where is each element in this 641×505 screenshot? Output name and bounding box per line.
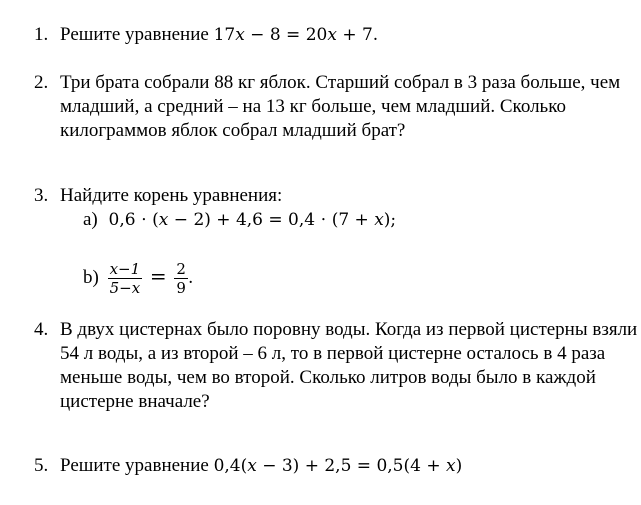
problem-text-line: меньше воды, чем во второй. Сколько литров воды было в каждой (60, 367, 596, 388)
subproblem-label: b) (83, 267, 99, 288)
problem-text-line: 54 л воды, а из второй – 6 л, то в первой цистерне осталось в 4 раза (60, 343, 606, 364)
equation: 0,6 ⋅ (𝑥 − 2) + 4,6 = 0,4 ⋅ (7 + 𝑥); (108, 210, 397, 230)
period: . (187, 268, 194, 288)
equation: 17𝑥 − 8 = 20𝑥 + 7. (213, 25, 379, 45)
numerator: 𝑥−1 (109, 260, 141, 279)
equals-sign: = (149, 264, 167, 288)
problem-text: Найдите корень уравнения: (60, 185, 283, 206)
problem-text-line: цистерне вначале? (60, 391, 210, 412)
numerator: 2 (176, 260, 186, 279)
denominator: 5−𝑥 (109, 279, 141, 298)
problem-number: 1. (34, 24, 49, 45)
problem-text-line: младший, а средний – на 13 кг больше, чем младший. Сколько (60, 96, 566, 117)
problem-number: 2. (34, 72, 49, 93)
denominator: 9 (176, 279, 186, 298)
problem-number: 3. (34, 185, 49, 206)
equation: 0,4(𝑥 − 3) + 2,5 = 0,5(4 + 𝑥) (213, 456, 463, 476)
problem-number: 5. (34, 455, 49, 476)
problem-text-line: килограммов яблок собрал младший брат? (60, 120, 406, 141)
problem-text-line: В двух цистернах было поровну воды. Когда из первой цистерны взяли (60, 319, 638, 340)
problem-text: Решите уравнение (60, 24, 209, 45)
problem-text: Решите уравнение (60, 455, 209, 476)
problem-text-line: Три брата собрали 88 кг яблок. Старший собрал в 3 раза больше, чем (60, 72, 621, 93)
problem-number: 4. (34, 319, 49, 340)
subproblem-label: a) (83, 209, 98, 230)
fraction-rhs (174, 260, 188, 297)
fraction-lhs (108, 260, 143, 297)
